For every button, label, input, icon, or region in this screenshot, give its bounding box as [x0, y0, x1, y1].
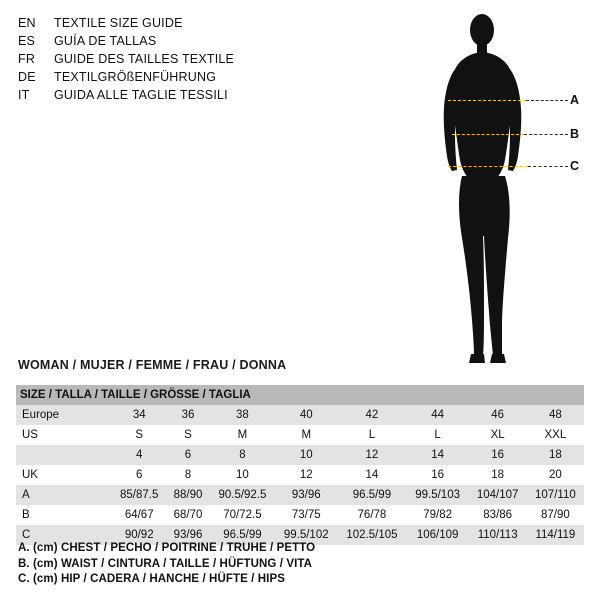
- marker-label-c: C: [570, 159, 580, 173]
- hip-measure-line: [448, 166, 528, 167]
- table-cell: 6: [166, 445, 209, 465]
- female-body-figure: [400, 8, 590, 368]
- table-cell: 110/113: [469, 525, 527, 545]
- table-row: [16, 445, 584, 465]
- table-cell: 38: [210, 405, 276, 425]
- language-title: TEXTILGRÖßENFÜHRUNG: [54, 70, 217, 84]
- size-table: [16, 385, 584, 545]
- table-header-row: [16, 385, 584, 405]
- table-cell: 42: [337, 405, 406, 425]
- table-row: [16, 505, 584, 525]
- row-label: B: [16, 505, 112, 525]
- table-cell: 48: [527, 405, 584, 425]
- table-cell: 99.5/103: [407, 485, 469, 505]
- table-cell: 76/78: [337, 505, 406, 525]
- table-cell: 12: [275, 465, 337, 485]
- hip-measure-extension: [528, 166, 568, 167]
- language-code: EN: [18, 16, 36, 30]
- table-row: [16, 405, 584, 425]
- waist-measure-line: [452, 134, 524, 135]
- table-cell: 10: [275, 445, 337, 465]
- table-cell: 93/96: [166, 525, 209, 545]
- table-cell: S: [112, 425, 166, 445]
- table-cell: 40: [275, 405, 337, 425]
- row-label: Europe: [16, 405, 112, 425]
- language-title-list: [18, 14, 318, 104]
- language-code: DE: [18, 70, 36, 84]
- table-cell: 20: [527, 465, 584, 485]
- table-cell: 34: [112, 405, 166, 425]
- measurement-notes: [18, 541, 578, 588]
- language-row: [18, 50, 318, 68]
- table-cell: 96.5/99: [210, 525, 276, 545]
- waist-measure-extension: [524, 134, 568, 135]
- row-label: A: [16, 485, 112, 505]
- table-cell: 6: [112, 465, 166, 485]
- table-cell: XL: [469, 425, 527, 445]
- language-code: FR: [18, 52, 36, 66]
- table-cell: 14: [407, 445, 469, 465]
- language-row: [18, 86, 318, 104]
- language-row: [18, 32, 318, 50]
- table-cell: 44: [407, 405, 469, 425]
- table-header-label: SIZE / TALLA / TAILLE / GRÖSSE / TAGLIA: [16, 385, 584, 405]
- section-title-woman: WOMAN / MUJER / FEMME / FRAU / DONNA: [18, 358, 287, 372]
- table-cell: 10: [210, 465, 276, 485]
- table-cell: 73/75: [275, 505, 337, 525]
- table-cell: 18: [469, 465, 527, 485]
- language-title: TEXTILE SIZE GUIDE: [54, 16, 183, 30]
- table-cell: 114/119: [527, 525, 584, 545]
- table-row: [16, 465, 584, 485]
- table-cell: 88/90: [166, 485, 209, 505]
- chest-measure-line: [448, 100, 526, 101]
- row-label: C: [16, 525, 112, 545]
- table-cell: 16: [407, 465, 469, 485]
- language-row: [18, 14, 318, 32]
- language-title: GUÍA DE TALLAS: [54, 34, 157, 48]
- table-cell: 85/87.5: [112, 485, 166, 505]
- table-cell: L: [407, 425, 469, 445]
- table-cell: 46: [469, 405, 527, 425]
- table-cell: 16: [469, 445, 527, 465]
- table-cell: 70/72.5: [210, 505, 276, 525]
- chest-measure-extension: [526, 100, 568, 101]
- table-cell: 87/90: [527, 505, 584, 525]
- table-cell: M: [210, 425, 276, 445]
- table-cell: 90.5/92.5: [210, 485, 276, 505]
- table-cell: 36: [166, 405, 209, 425]
- table-cell: 83/86: [469, 505, 527, 525]
- table-cell: 64/67: [112, 505, 166, 525]
- table-cell: 8: [210, 445, 276, 465]
- note-waist: B. (cm) WAIST / CINTURA / TAILLE / HÜFTUNG / VITA: [18, 557, 313, 570]
- row-label: UK: [16, 465, 112, 485]
- note-hip: C. (cm) HIP / CADERA / HANCHE / HÜFTE / HIPS: [18, 573, 286, 585]
- language-code: IT: [18, 88, 30, 102]
- table-cell: 18: [527, 445, 584, 465]
- table-cell: 99.5/102: [275, 525, 337, 545]
- table-cell: 12: [337, 445, 406, 465]
- table-cell: 79/82: [407, 505, 469, 525]
- language-code: ES: [18, 34, 36, 48]
- table-cell: M: [275, 425, 337, 445]
- table-row: [16, 425, 584, 445]
- table-cell: 96.5/99: [337, 485, 406, 505]
- table-cell: 107/110: [527, 485, 584, 505]
- table-cell: 68/70: [166, 505, 209, 525]
- table-cell: 102.5/105: [337, 525, 406, 545]
- language-title: GUIDA ALLE TAGLIE TESSILI: [54, 88, 228, 102]
- table-cell: 4: [112, 445, 166, 465]
- table-cell: 90/92: [112, 525, 166, 545]
- row-label: [16, 445, 112, 465]
- table-cell: L: [337, 425, 406, 445]
- note-chest: A. (cm) CHEST / PECHO / POITRINE / TRUHE / PETTO: [18, 542, 316, 554]
- language-title: GUIDE DES TAILLES TEXTILE: [54, 52, 235, 66]
- marker-label-a: A: [570, 93, 580, 107]
- marker-label-b: B: [570, 127, 580, 141]
- table-cell: 104/107: [469, 485, 527, 505]
- table-row: [16, 485, 584, 505]
- row-label: US: [16, 425, 112, 445]
- table-cell: 106/109: [407, 525, 469, 545]
- table-cell: 93/96: [275, 485, 337, 505]
- language-row: [18, 68, 318, 86]
- female-silhouette-icon: [400, 8, 590, 368]
- table-cell: XXL: [527, 425, 584, 445]
- table-cell: 14: [337, 465, 406, 485]
- table-cell: 8: [166, 465, 209, 485]
- table-cell: S: [166, 425, 209, 445]
